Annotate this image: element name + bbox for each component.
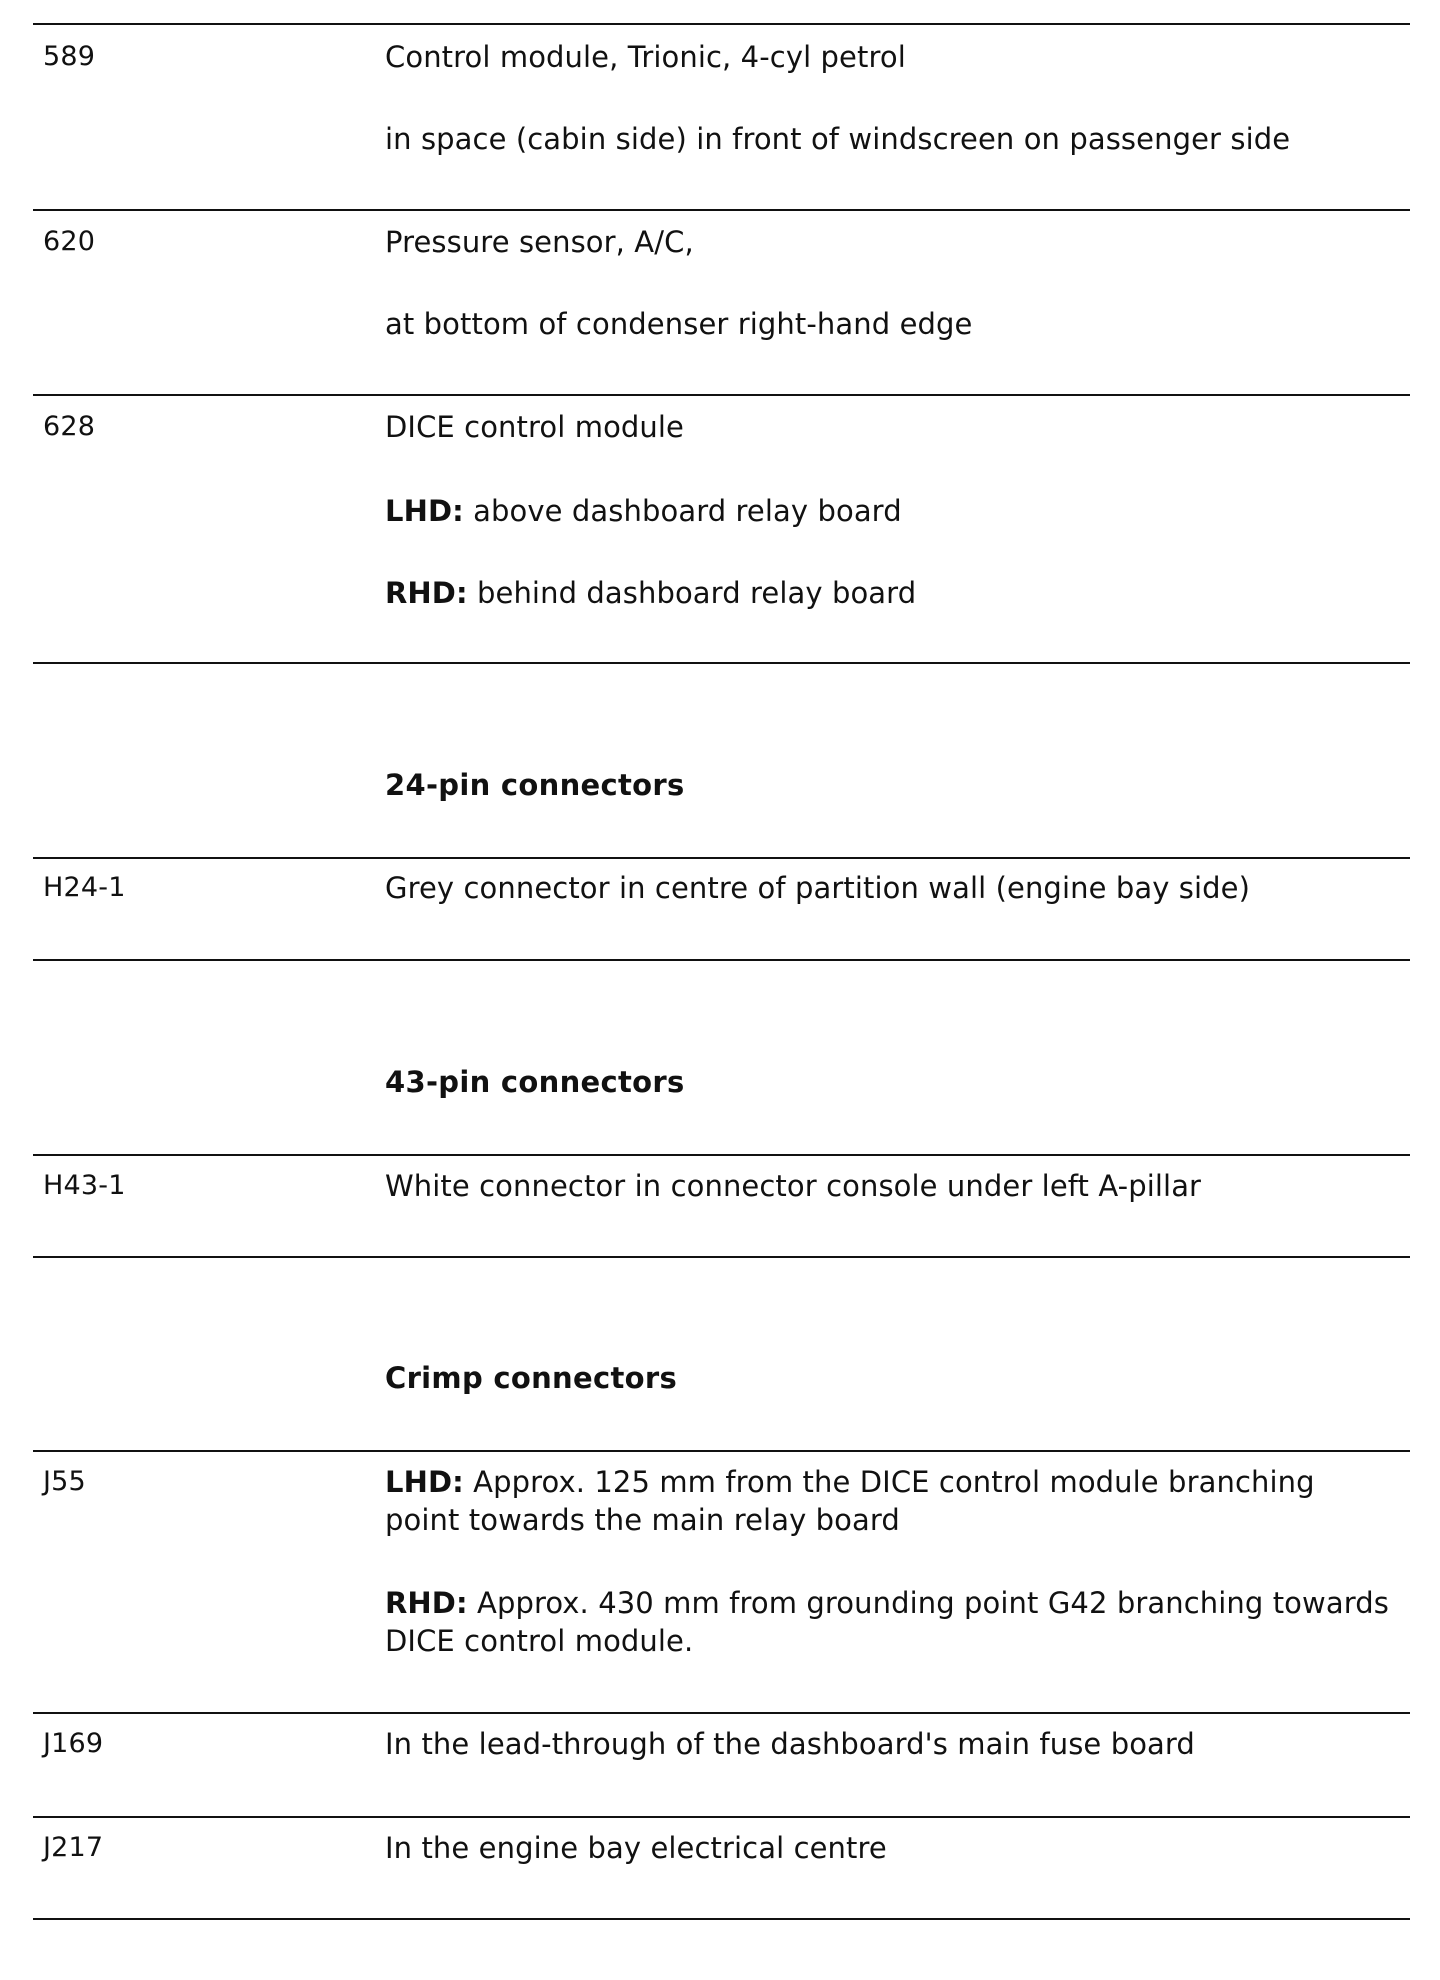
table-rule [33,1816,1410,1818]
component-code: H43-1 [43,1170,126,1201]
lhd-text: Approx. 125 mm from the DICE control module branching point towards the main relay board [385,1465,1315,1537]
table-rule [33,1918,1410,1920]
section-title-43-pin: 43-pin connectors [385,1065,685,1099]
table-rule [33,662,1410,664]
table-rule [33,394,1410,396]
table-rule [33,1450,1410,1452]
component-description: Pressure sensor, A/C, [385,225,694,259]
component-code: J217 [43,1832,104,1863]
component-description: Grey connector in centre of partition wall (engine bay side) [385,871,1251,905]
rhd-location [385,1584,1395,1660]
table-rule [33,1256,1410,1258]
rhd-text: Approx. 430 mm from grounding point G42 branching towards DICE control module. [385,1586,1389,1658]
component-code: H24-1 [43,872,126,903]
section-title-crimp: Crimp connectors [385,1361,678,1395]
component-code: 620 [43,226,96,257]
component-description: In the engine bay electrical centre [385,1831,887,1865]
component-description: DICE control module [385,410,684,444]
component-code: 628 [43,411,96,442]
table-rule [33,959,1410,961]
lhd-label: LHD: [385,494,464,528]
rhd-label: RHD: [385,1586,468,1620]
rhd-text: behind dashboard relay board [477,576,917,610]
table-rule [33,1712,1410,1714]
section-title-24-pin: 24-pin connectors [385,768,685,802]
lhd-location [385,1463,1395,1539]
component-description: White connector in connector console under left A-pillar [385,1169,1202,1203]
component-code: J55 [43,1466,86,1497]
table-rule [33,857,1410,859]
table-rule [33,23,1410,25]
lhd-label: LHD: [385,1465,464,1499]
rhd-location [385,574,1395,612]
rhd-label: RHD: [385,576,468,610]
component-description: In the lead-through of the dashboard's main fuse board [385,1727,1195,1761]
component-code: J169 [43,1728,104,1759]
component-code: 589 [43,41,96,72]
table-rule [33,1154,1410,1156]
lhd-text: above dashboard relay board [473,494,902,528]
component-description: Control module, Trionic, 4-cyl petrol [385,40,906,74]
component-location: at bottom of condenser right-hand edge [385,307,973,341]
table-rule [33,209,1410,211]
component-location: in space (cabin side) in front of windscreen on passenger side [385,122,1291,156]
lhd-location [385,492,1395,530]
